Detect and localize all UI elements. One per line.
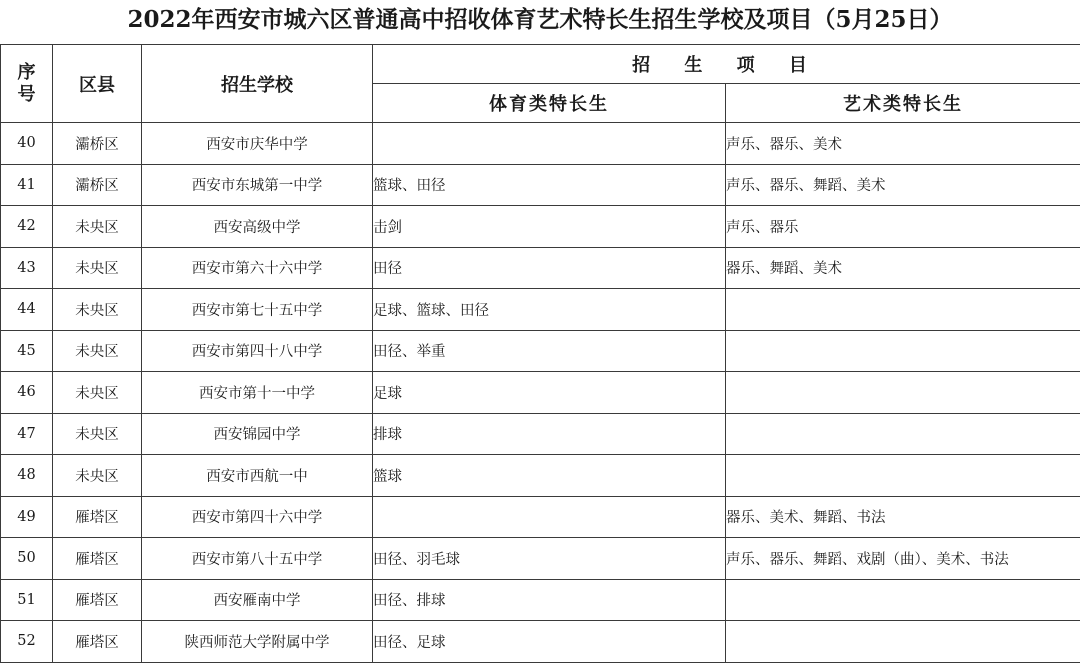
- cell-school: 西安市西航一中: [142, 455, 373, 497]
- table-row: [1, 330, 1080, 372]
- cell-seq: 40: [1, 123, 53, 165]
- table-row: [1, 621, 1080, 663]
- cell-arts: 声乐、器乐、美术: [726, 123, 1080, 165]
- header-school: 招生学校: [142, 45, 373, 123]
- cell-sports: 足球: [373, 372, 726, 414]
- cell-school: 西安市第四十八中学: [142, 330, 373, 372]
- header-seq-label: 序号: [17, 61, 36, 105]
- table-row: [1, 206, 1080, 248]
- cell-sports: 田径、足球: [373, 621, 726, 663]
- cell-seq: 47: [1, 413, 53, 455]
- cell-district: 未央区: [53, 330, 142, 372]
- header-seq: [1, 45, 53, 123]
- cell-seq: 48: [1, 455, 53, 497]
- cell-district: 未央区: [53, 206, 142, 248]
- cell-school: 西安市东城第一中学: [142, 164, 373, 206]
- cell-arts: [726, 579, 1080, 621]
- cell-arts: 声乐、器乐、舞蹈、美术: [726, 164, 1080, 206]
- cell-school: 西安市第十一中学: [142, 372, 373, 414]
- cell-sports: 击剑: [373, 206, 726, 248]
- cell-district: 未央区: [53, 413, 142, 455]
- cell-school: 西安锦园中学: [142, 413, 373, 455]
- cell-district: 雁塔区: [53, 538, 142, 580]
- cell-arts: [726, 413, 1080, 455]
- cell-arts: [726, 330, 1080, 372]
- table-row: [1, 538, 1080, 580]
- cell-district: 未央区: [53, 455, 142, 497]
- cell-sports: [373, 123, 726, 165]
- table-row: [1, 579, 1080, 621]
- cell-district: 雁塔区: [53, 579, 142, 621]
- cell-sports: 田径、羽毛球: [373, 538, 726, 580]
- cell-arts: [726, 455, 1080, 497]
- table-row: [1, 247, 1080, 289]
- table-row: [1, 455, 1080, 497]
- cell-school: 西安市庆华中学: [142, 123, 373, 165]
- cell-sports: 排球: [373, 413, 726, 455]
- table-row: [1, 123, 1080, 165]
- cell-arts: [726, 621, 1080, 663]
- cell-arts: 器乐、美术、舞蹈、书法: [726, 496, 1080, 538]
- cell-sports: 田径、排球: [373, 579, 726, 621]
- admissions-table: [0, 44, 1080, 663]
- cell-district: 未央区: [53, 247, 142, 289]
- header-district: 区县: [53, 45, 142, 123]
- cell-seq: 45: [1, 330, 53, 372]
- cell-arts: 声乐、器乐、舞蹈、戏剧（曲）、美术、书法: [726, 538, 1080, 580]
- cell-school: 西安市第七十五中学: [142, 289, 373, 331]
- cell-sports: [373, 496, 726, 538]
- cell-school: 西安市第八十五中学: [142, 538, 373, 580]
- table-row: [1, 372, 1080, 414]
- cell-seq: 46: [1, 372, 53, 414]
- cell-school: 西安市第四十六中学: [142, 496, 373, 538]
- cell-seq: 41: [1, 164, 53, 206]
- cell-sports: 篮球、田径: [373, 164, 726, 206]
- cell-sports: 田径、举重: [373, 330, 726, 372]
- header-arts: 艺术类特长生: [726, 84, 1080, 123]
- cell-sports: 篮球: [373, 455, 726, 497]
- cell-arts: 声乐、器乐: [726, 206, 1080, 248]
- cell-sports: 足球、篮球、田径: [373, 289, 726, 331]
- cell-district: 未央区: [53, 289, 142, 331]
- cell-arts: [726, 372, 1080, 414]
- table-row: [1, 413, 1080, 455]
- cell-school: 西安雁南中学: [142, 579, 373, 621]
- cell-seq: 50: [1, 538, 53, 580]
- cell-district: 雁塔区: [53, 621, 142, 663]
- cell-seq: 52: [1, 621, 53, 663]
- cell-arts: 器乐、舞蹈、美术: [726, 247, 1080, 289]
- cell-seq: 43: [1, 247, 53, 289]
- cell-seq: 49: [1, 496, 53, 538]
- table-row: [1, 164, 1080, 206]
- cell-district: 灞桥区: [53, 123, 142, 165]
- cell-school: 西安高级中学: [142, 206, 373, 248]
- cell-school: 西安市第六十六中学: [142, 247, 373, 289]
- header-sports: 体育类特长生: [373, 84, 726, 123]
- table-row: [1, 496, 1080, 538]
- cell-seq: 44: [1, 289, 53, 331]
- cell-district: 未央区: [53, 372, 142, 414]
- cell-arts: [726, 289, 1080, 331]
- header-programs: 招 生 项 目: [373, 45, 1080, 84]
- cell-school: 陕西师范大学附属中学: [142, 621, 373, 663]
- page-title: 2022年西安市城六区普通高中招收体育艺术特长生招生学校及项目（5月25日）: [127, 6, 953, 33]
- table-row: [1, 289, 1080, 331]
- cell-seq: 51: [1, 579, 53, 621]
- cell-seq: 42: [1, 206, 53, 248]
- cell-district: 灞桥区: [53, 164, 142, 206]
- cell-sports: 田径: [373, 247, 726, 289]
- cell-district: 雁塔区: [53, 496, 142, 538]
